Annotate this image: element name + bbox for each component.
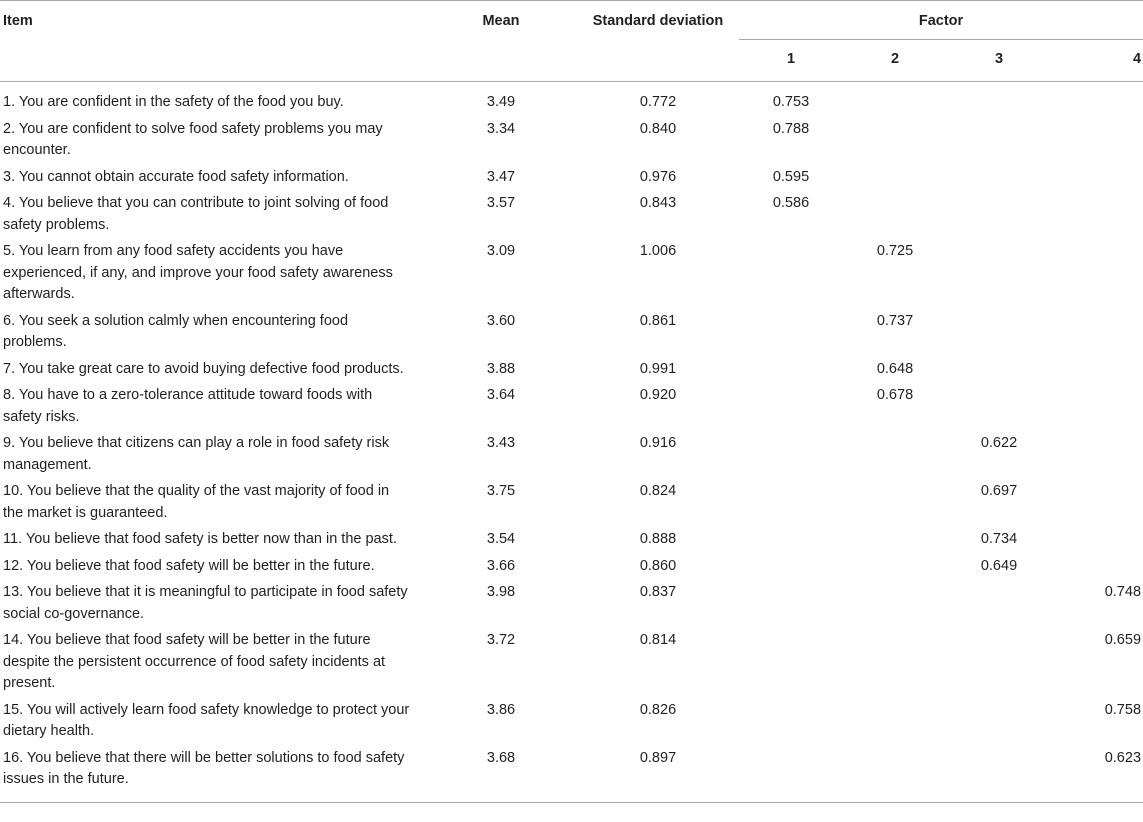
table-row [0, 164, 1143, 191]
factor-3-cell [947, 191, 1051, 239]
factor-2-cell: 0.725 [876, 243, 914, 259]
factor-1-cell [739, 239, 843, 309]
item-cell: 7. You take great care to avoid buying defective food products. [3, 360, 404, 377]
table-row [0, 479, 1143, 527]
item-cell: 16. You believe that there will be better solutions to food safety issues in the future. [0, 745, 425, 802]
factor-2-cell: 0.678 [876, 387, 914, 403]
factor-1-cell [739, 308, 843, 356]
header-row [0, 1, 1143, 40]
factor-1-cell: 0.586 [772, 195, 810, 211]
factor-2-cell [843, 479, 947, 527]
mean-cell: 3.75 [486, 483, 516, 499]
sd-cell: 0.814 [639, 632, 677, 648]
table-row [0, 553, 1143, 580]
factor-2-cell [843, 553, 947, 580]
factor-1-cell: 0.595 [772, 168, 810, 185]
item-cell: 10. You believe that the quality of the vast majority of food in the market is guaranteed. [3, 483, 390, 521]
table-row [0, 628, 1143, 698]
table-row [0, 191, 1143, 239]
mean-cell: 3.64 [486, 387, 516, 403]
factor-1-cell: 0.788 [772, 120, 810, 137]
factor-1-header: 1 [739, 40, 843, 82]
factor-4-cell [1051, 82, 1143, 117]
mean-cell: 3.47 [486, 168, 516, 185]
mean-cell: 3.09 [486, 243, 516, 259]
item-cell: 5. You learn from any food safety accidents you have experienced, if any, and improve your food safety awareness afterwards. [3, 243, 393, 302]
item-cell: 15. You will actively learn food safety knowledge to protect your dietary health. [3, 701, 410, 739]
mean-cell: 3.66 [486, 557, 516, 574]
item-cell: 12. You believe that food safety will be better in the future. [3, 557, 375, 574]
factor-4-cell [1051, 239, 1143, 309]
factor-1-cell [739, 527, 843, 554]
item-cell: 13. You believe that it is meaningful to participate in food safety social co-governance. [3, 584, 408, 622]
sd-column-header: Standard deviation [577, 1, 739, 40]
table-row [0, 239, 1143, 309]
sd-cell: 0.826 [639, 701, 677, 718]
factor-2-cell [843, 527, 947, 554]
factor-4-cell [1051, 164, 1143, 191]
item-cell: 2. You are confident to solve food safety problems you may encounter. [3, 120, 383, 158]
factor-3-cell [947, 116, 1051, 164]
mean-cell: 3.86 [486, 701, 516, 718]
factor-2-cell: 0.737 [876, 312, 914, 329]
item-cell: 8. You have to a zero-tolerance attitude toward foods with safety risks. [3, 387, 373, 425]
factor-1-cell [739, 383, 843, 431]
factor-2-cell [843, 82, 947, 117]
factor-3-cell: 0.649 [980, 557, 1018, 574]
factor-4-cell: 0.623 [1051, 745, 1143, 802]
item-cell: 6. You seek a solution calmly when encountering food problems. [3, 312, 349, 350]
item-cell: 1. You are confident in the safety of the food you buy. [3, 94, 344, 110]
factor-4-cell [1051, 553, 1143, 580]
factor-3-cell: 0.622 [980, 435, 1018, 451]
factor-4-cell [1051, 479, 1143, 527]
table-row [0, 697, 1143, 745]
subheader-row [0, 40, 1143, 82]
factor-1-cell [739, 745, 843, 802]
mean-cell: 3.88 [486, 360, 516, 377]
factor-4-cell: 0.748 [1104, 584, 1142, 600]
factor-4-cell: 0.659 [1104, 632, 1142, 648]
factor-1-cell [739, 628, 843, 698]
mean-cell: 3.98 [486, 584, 516, 600]
factor-2-cell [843, 580, 947, 628]
factor-1-cell [739, 356, 843, 383]
factor-4-header: 4 [1051, 40, 1143, 82]
factor-2-cell [843, 431, 947, 479]
factor-3-cell [947, 745, 1051, 802]
factor-2-header: 2 [843, 40, 947, 82]
sd-cell: 0.897 [577, 745, 739, 802]
item-cell: 9. You believe that citizens can play a role in food safety risk management. [3, 435, 390, 473]
item-cell: 11. You believe that food safety is better now than in the past. [3, 531, 397, 547]
sd-cell: 0.840 [639, 120, 677, 137]
factor-3-cell [947, 164, 1051, 191]
mean-cell: 3.54 [486, 531, 516, 547]
table-row [0, 431, 1143, 479]
factor-3-cell [947, 356, 1051, 383]
item-column-header: Item [0, 1, 425, 40]
sd-cell: 0.991 [639, 360, 677, 377]
factor-4-cell [1051, 527, 1143, 554]
factor-2-cell: 0.648 [876, 360, 914, 377]
factor-3-cell [947, 628, 1051, 698]
mean-column-header: Mean [425, 1, 577, 40]
subheader-empty [425, 40, 577, 82]
factor-1-cell [739, 697, 843, 745]
factor-group-header: Factor [739, 1, 1143, 40]
factor-3-cell [947, 697, 1051, 745]
factor-4-cell [1051, 116, 1143, 164]
item-cell: 14. You believe that food safety will be better in the future despite the persistent occurrence of food safety incidents at present. [3, 632, 386, 691]
sd-cell: 0.837 [639, 584, 677, 600]
table-row [0, 356, 1143, 383]
table-row [0, 116, 1143, 164]
factor-3-cell [947, 580, 1051, 628]
table-body [0, 82, 1143, 803]
factor-4-cell [1051, 308, 1143, 356]
factor-2-cell [843, 116, 947, 164]
item-cell: 4. You believe that you can contribute to joint solving of food safety problems. [3, 195, 389, 233]
sd-cell: 0.920 [639, 387, 677, 403]
factor-1-cell [739, 479, 843, 527]
sd-cell: 0.824 [639, 483, 677, 499]
subheader-empty [0, 40, 425, 82]
table-row [0, 745, 1143, 802]
sd-cell: 0.861 [639, 312, 677, 329]
factor-1-cell [739, 431, 843, 479]
factor-3-header: 3 [947, 40, 1051, 82]
sd-cell: 0.888 [639, 531, 677, 547]
factor-3-cell [947, 239, 1051, 309]
subheader-empty [577, 40, 739, 82]
mean-cell: 3.60 [486, 312, 516, 329]
factor-2-cell [843, 697, 947, 745]
sd-cell: 0.976 [639, 168, 677, 185]
factor-4-cell [1051, 191, 1143, 239]
factor-3-cell: 0.697 [980, 483, 1018, 499]
factor-1-cell [739, 580, 843, 628]
factor-2-cell [843, 191, 947, 239]
sd-cell: 0.843 [639, 195, 677, 211]
factor-4-cell [1051, 356, 1143, 383]
factor-2-cell [843, 164, 947, 191]
mean-cell: 3.72 [486, 632, 516, 648]
factor-1-cell [739, 553, 843, 580]
mean-cell: 3.43 [486, 435, 516, 451]
sd-cell: 1.006 [639, 243, 677, 259]
factor-3-cell: 0.734 [980, 531, 1018, 547]
sd-cell: 0.860 [639, 557, 677, 574]
table-row [0, 308, 1143, 356]
factor-2-cell [843, 745, 947, 802]
mean-cell: 3.34 [486, 120, 516, 137]
mean-cell: 3.49 [486, 94, 516, 110]
factor-3-cell [947, 308, 1051, 356]
sd-cell: 0.916 [639, 435, 677, 451]
factor-1-cell: 0.753 [772, 94, 810, 110]
item-cell: 3. You cannot obtain accurate food safety information. [3, 168, 349, 185]
factor-4-cell [1051, 431, 1143, 479]
factor-4-cell: 0.758 [1104, 701, 1142, 718]
factor-4-cell [1051, 383, 1143, 431]
table-row [0, 82, 1143, 117]
table-row [0, 527, 1143, 554]
sd-cell: 0.772 [639, 94, 677, 110]
table-row [0, 383, 1143, 431]
factor-3-cell [947, 82, 1051, 117]
factor-2-cell [843, 628, 947, 698]
mean-cell: 3.68 [425, 745, 577, 802]
table-row [0, 580, 1143, 628]
mean-cell: 3.57 [486, 195, 516, 211]
factor-3-cell [947, 383, 1051, 431]
